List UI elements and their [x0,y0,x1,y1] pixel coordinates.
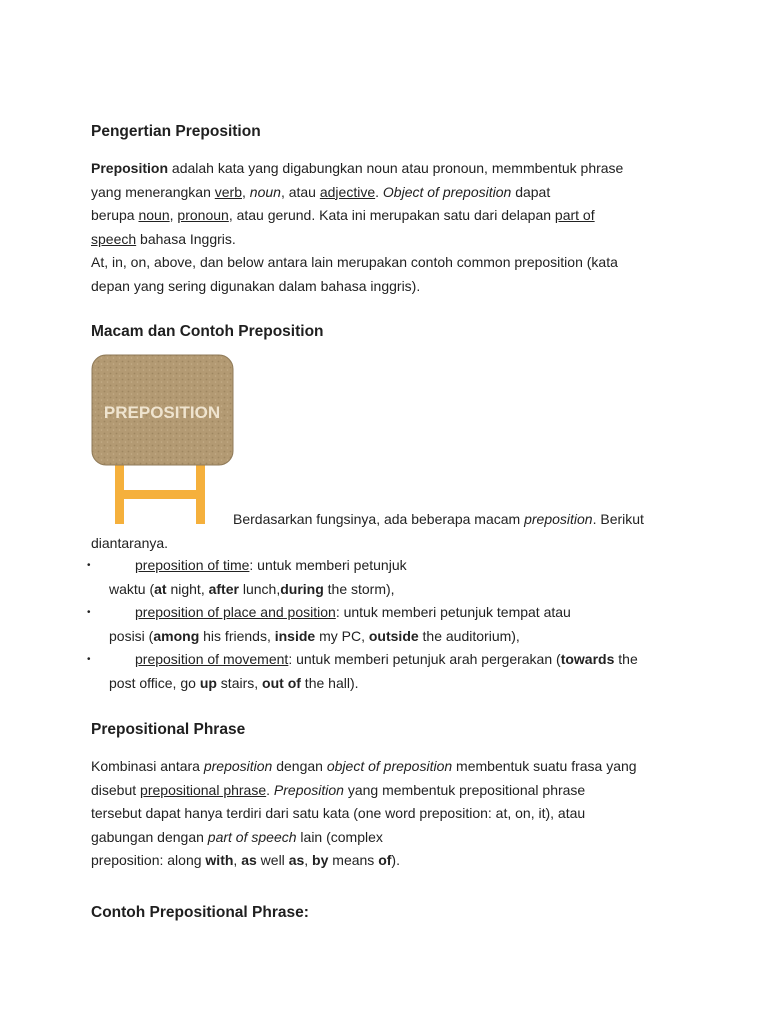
link-pronoun[interactable]: pronoun [177,207,229,223]
list-item-cont: post office, go up stairs, out of the hall). [109,674,359,691]
link-adjective[interactable]: adjective [319,183,376,200]
link-preposition-of-movement[interactable]: preposition of movement [135,651,289,667]
macam-intro-cont: diantaranya. [91,535,169,551]
list-item: preposition of movement: untuk memberi petunjuk arah pergerakan (towards the [135,651,638,667]
link-noun[interactable]: noun [138,207,170,223]
paragraph-pengertian: Preposition adalah kata yang digabungkan noun atau pronoun, memmbentuk phrase yang menerangkan verb, noun, atau adjective. Object of preposition dapat berupa noun, pronoun, atau gerund. Kata ini merupakan satu dari delapan part of speech bahasa Inggris. At, in, on, above, dan below antara lain merupakan contoh common preposition (kata depan yang sering digunakan dalam bahasa inggris). [91,160,624,294]
list-item: preposition of time: untuk memberi petunjuk [135,557,407,573]
link-prepositional-phrase[interactable]: prepositional phrase [140,781,267,798]
bullet-dot: • [87,560,91,571]
sign-text: PREPOSITION [103,403,221,422]
bullet-dot: • [87,607,91,618]
bold-term: Preposition [91,160,169,176]
heading-pengertian: Pengertian Preposition [91,123,261,140]
paragraph-phrase: Kombinasi antara preposition dengan object of preposition membentuk suatu frasa yang disebut prepositional phrase. Preposition yang membentuk prepositional phrase tersebut dapat hanya terdiri dari satu kata (one word preposition: at, on, it), atau gabungan dengan part of speech lain (complex preposition: along with, as well as, by means of). [91,758,637,868]
link-preposition-of-place[interactable]: preposition of place and position [135,604,336,620]
macam-intro: Berdasarkan fungsinya, ada beberapa macam preposition. Berikut [233,511,644,527]
link-preposition-of-time[interactable]: preposition of time [135,557,250,573]
list-item: preposition of place and position: untuk memberi petunjuk tempat atau [135,604,571,620]
bullet-dot: • [87,654,91,665]
sign-crossbar [124,490,196,499]
heading-contoh: Contoh Prepositional Phrase: [91,904,309,921]
link-part-of[interactable]: part of [554,207,595,223]
heading-prepositional-phrase: Prepositional Phrase [91,721,246,738]
heading-macam: Macam dan Contoh Preposition [91,323,324,340]
preposition-sign-image [91,354,235,526]
list-item-cont: waktu (at night, after lunch,during the storm), [109,580,395,597]
link-verb[interactable]: verb [214,183,242,200]
link-speech[interactable]: speech [91,230,137,247]
list-item-cont: posisi (among his friends, inside my PC, outside the auditorium), [109,627,520,644]
